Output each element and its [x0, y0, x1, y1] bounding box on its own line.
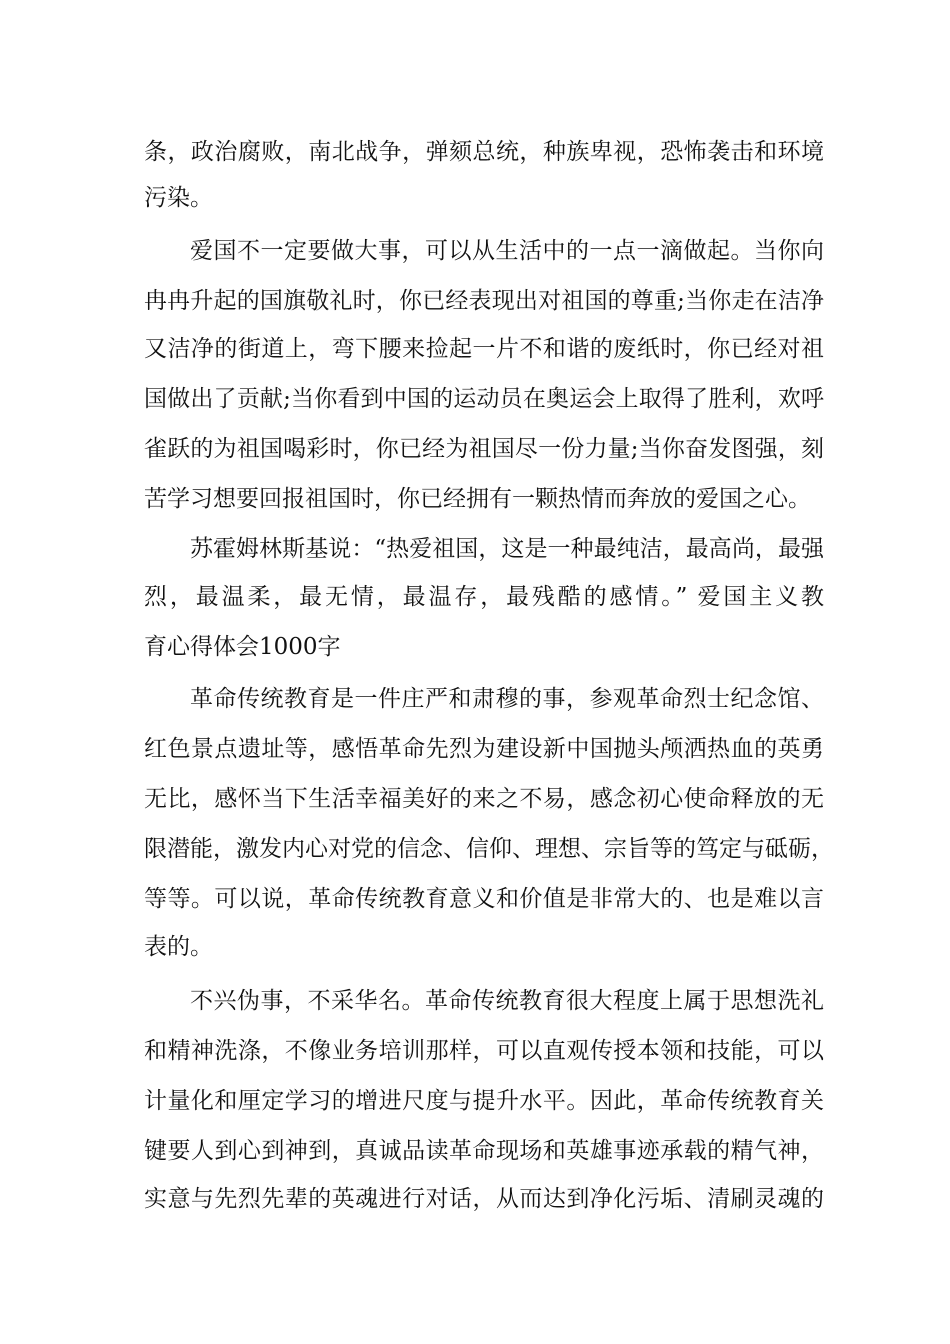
text-line: 污染。: [144, 185, 213, 211]
text-line: 键要人到心到神到，真诚品读革命现场和英雄事迹承载的精气神，: [144, 1138, 824, 1164]
text-line: 苏霍姆林斯基说：“热爱祖国，这是一种最纯洁，最高尚，最强: [190, 536, 824, 562]
text-line: 无比，感怀当下生活幸福美好的来之不易，感念初心使命释放的无: [144, 786, 824, 812]
text-line: 雀跃的为祖国喝彩时，你已经为祖国尽一份力量;当你奋发图强，刻: [144, 436, 824, 462]
text-line: 国做出了贡献;当你看到中国的运动员在奥运会上取得了胜利，欢呼: [144, 386, 824, 412]
text-line: 实意与先烈先辈的英魂进行对话，从而达到净化污垢、清刷灵魂的: [144, 1186, 824, 1212]
text-line: 条，政治腐败，南北战争，弹颏总统，种族卑视，恐怖袭击和环境: [144, 139, 824, 165]
text-line: 苦学习想要回报祖国时，你已经拥有一颗热情而奔放的爱国之心。: [144, 486, 811, 512]
text-line: 冉冉升起的国旗敬礼时，你已经表现出对祖国的尊重;当你走在洁净: [144, 288, 824, 314]
text-line: 红色景点遗址等，感悟革命先烈为建设新中国抛头颅洒热血的英勇: [144, 736, 824, 762]
text-line: 爱国不一定要做大事，可以从生活中的一点一滴做起。当你向: [190, 238, 824, 264]
text-line: 等等。可以说，革命传统教育意义和价值是非常大的、也是难以言: [144, 886, 824, 912]
text-line: 烈，最温柔，最无情，最温存，最残酷的感情。” 爱国主义教: [144, 584, 824, 610]
text-line: 计量化和厘定学习的增进尺度与提升水平。因此，革命传统教育关: [144, 1088, 824, 1114]
text-line: 限潜能，激发内心对党的信念、信仰、理想、宗旨等的笃定与砥砺，: [144, 836, 834, 862]
text-line: 又洁净的街道上，弯下腰来捡起一片不和谐的废纸时，你已经对祖: [144, 336, 824, 362]
text-line: 不兴伪事，不采华名。革命传统教育很大程度上属于思想洗礼: [190, 988, 824, 1014]
text-line: 育心得体会1000字: [144, 634, 341, 660]
text-line: 和精神洗涤，不像业务培训那样，可以直观传授本领和技能，可以: [144, 1038, 824, 1064]
text-line: 表的。: [144, 934, 213, 960]
text-line: 革命传统教育是一件庄严和肃穆的事，参观革命烈士纪念馆、: [190, 686, 824, 712]
